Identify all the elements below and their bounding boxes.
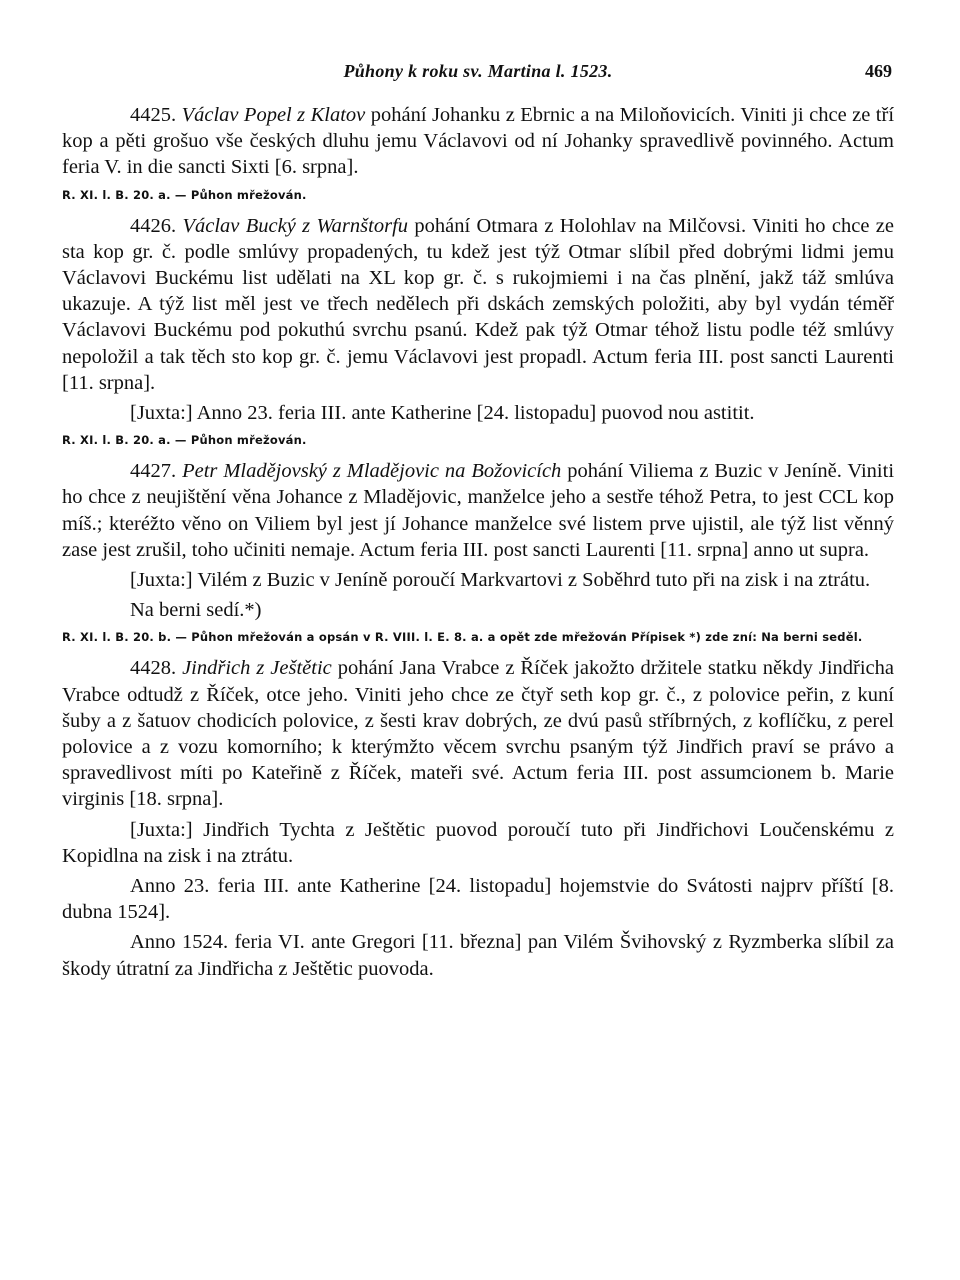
entry-paragraph xyxy=(62,458,894,563)
entry-paragraph xyxy=(62,655,894,812)
page-number: 469 xyxy=(865,61,892,81)
entry-text: pohání Viliema z Buzic v Jeníně. Viniti ho chce z neujištění věna Johance z Mladějovic, manželce jeho a sestře téhož Petra, to jest CCL kop míš.; kteréžto věno on Viliem byl jest jí Johance manželce své listem prve ujistil, ale týž list věnný zase jest zrušil, toho učiniti nemaje. Actum feria III. post sancti Laurenti [11. srpna] anno ut supra. xyxy=(62,460,895,561)
entry-text: pohání Jana Vrabce z Říček jakožto držitele statku někdy Jindřicha Vrabce odtudž z Říček, otce jeho. Viniti jeho chce ze čtyř seth kop gr. č., z polovice peřin, z kuní šuby a z šatuov chodicích polovice, z šesti krav dobrých, ze dvú pasů stříbrných, z koflíčku, z perel polovice a z vozu komorního; k kterýmžto věcem svrchu psaným týž Jindřich praví se právo a spravedlivost míti po Kateřině z Říček, mateři své. Actum feria III. post assumcionem b. Marie virginis [18. srpna]. xyxy=(62,657,894,811)
entry-parties: Václav Popel z Klatov xyxy=(181,104,366,126)
running-title: Půhony k roku sv. Martina l. 1523. xyxy=(343,61,613,81)
entry-4426 xyxy=(62,213,894,451)
marginal-remark: Na berni sedí.*) xyxy=(130,599,262,622)
entry-parties: Jindřich z Ještětic xyxy=(182,657,332,680)
entry-number: 4428. xyxy=(130,657,177,680)
entry-paragraph xyxy=(62,102,894,181)
entry-parties: Petr Mladějovský z Mladějovic na Božovicích xyxy=(182,460,562,483)
entry-text: pohání Otmara z Holohlav na Milčovsi. Viniti ho chce ze sta kop gr. č. podle smlúvy propadených, tu kdež jest týž Otmar slíbil před dobrými lidmi jemu Václavovi Buckému list udělati na XL kop gr. č. s rukojmiemi i na čas plnění, jakž táž smlúva ukazuje. A týž list měl jest ve třech nedělech při dskách zemských položiti, aby byl vydán téměř Václavovi Buckému pod pokuthú svrchu psanú. Kdež pak týž Otmar téhož listu podle též smlúvy nepoložil a tak těch sto kop gr. č. jemu Václavovi jest propadl. Actum feria III. post sancti Laurenti [11. srpna]. xyxy=(62,214,894,394)
archival-note: R. XI. l. B. 20. b. — Půhon mřežován a opsán v R. VIII. l. E. 8. a. a opět zde mřežován Přípisek *) zde zní: Na berni seděl. xyxy=(62,630,863,645)
juxta-line: [Juxta:] Jindřich Tychta z Ještětic puovod poroučí tuto při Jindřichovi Loučenskému z Kopidlna na zisk i na ztrátu. xyxy=(62,818,894,867)
entry-number: 4426. xyxy=(130,214,177,237)
entry-number: 4427. xyxy=(130,460,177,483)
archival-note: R. XI. l. B. 20. a. — Půhon mřežován. xyxy=(62,433,307,448)
entry-number: 4425. xyxy=(130,104,177,126)
entry-paragraph xyxy=(62,213,894,396)
follow-up-record: Anno 1524. feria VI. ante Gregori [11. března] pan Vilém Švihovský z Ryzmberka slíbil za škody útratní za Jindřicha z Ještětic puovoda. xyxy=(62,931,894,980)
juxta-line: [Juxta:] Anno 23. feria III. ante Katherine [24. listopadu] puovod nou astitit. xyxy=(130,402,755,425)
running-header xyxy=(62,56,894,90)
entry-text: pohání Johanku z Ebrnic a na Miloňovicích. Viniti ji chce ze tří kop a pěti grošuo vše českých dluhu jemu Václavovi od ní Johanky spravedlivě povinného. Actum feria V. in die sancti Sixti [6. srpna]. xyxy=(62,104,895,179)
entry-4425 xyxy=(62,102,894,205)
entry-4428 xyxy=(62,655,894,981)
follow-up-record: Anno 23. feria III. ante Katherine [24. listopadu] hojemstvie do Svátosti najprv příští [8. dubna 1524]. xyxy=(62,875,894,924)
entry-4427 xyxy=(62,458,894,647)
archival-note: R. XI. l. B. 20. a. — Půhon mřežován. xyxy=(62,187,307,202)
entry-parties: Václav Bucký z Warnštorfu xyxy=(182,214,409,237)
juxta-line: [Juxta:] Vilém z Buzic v Jeníně poroučí Markvartovi z Soběhrd tuto při na zisk i na ztrátu. xyxy=(130,569,871,592)
